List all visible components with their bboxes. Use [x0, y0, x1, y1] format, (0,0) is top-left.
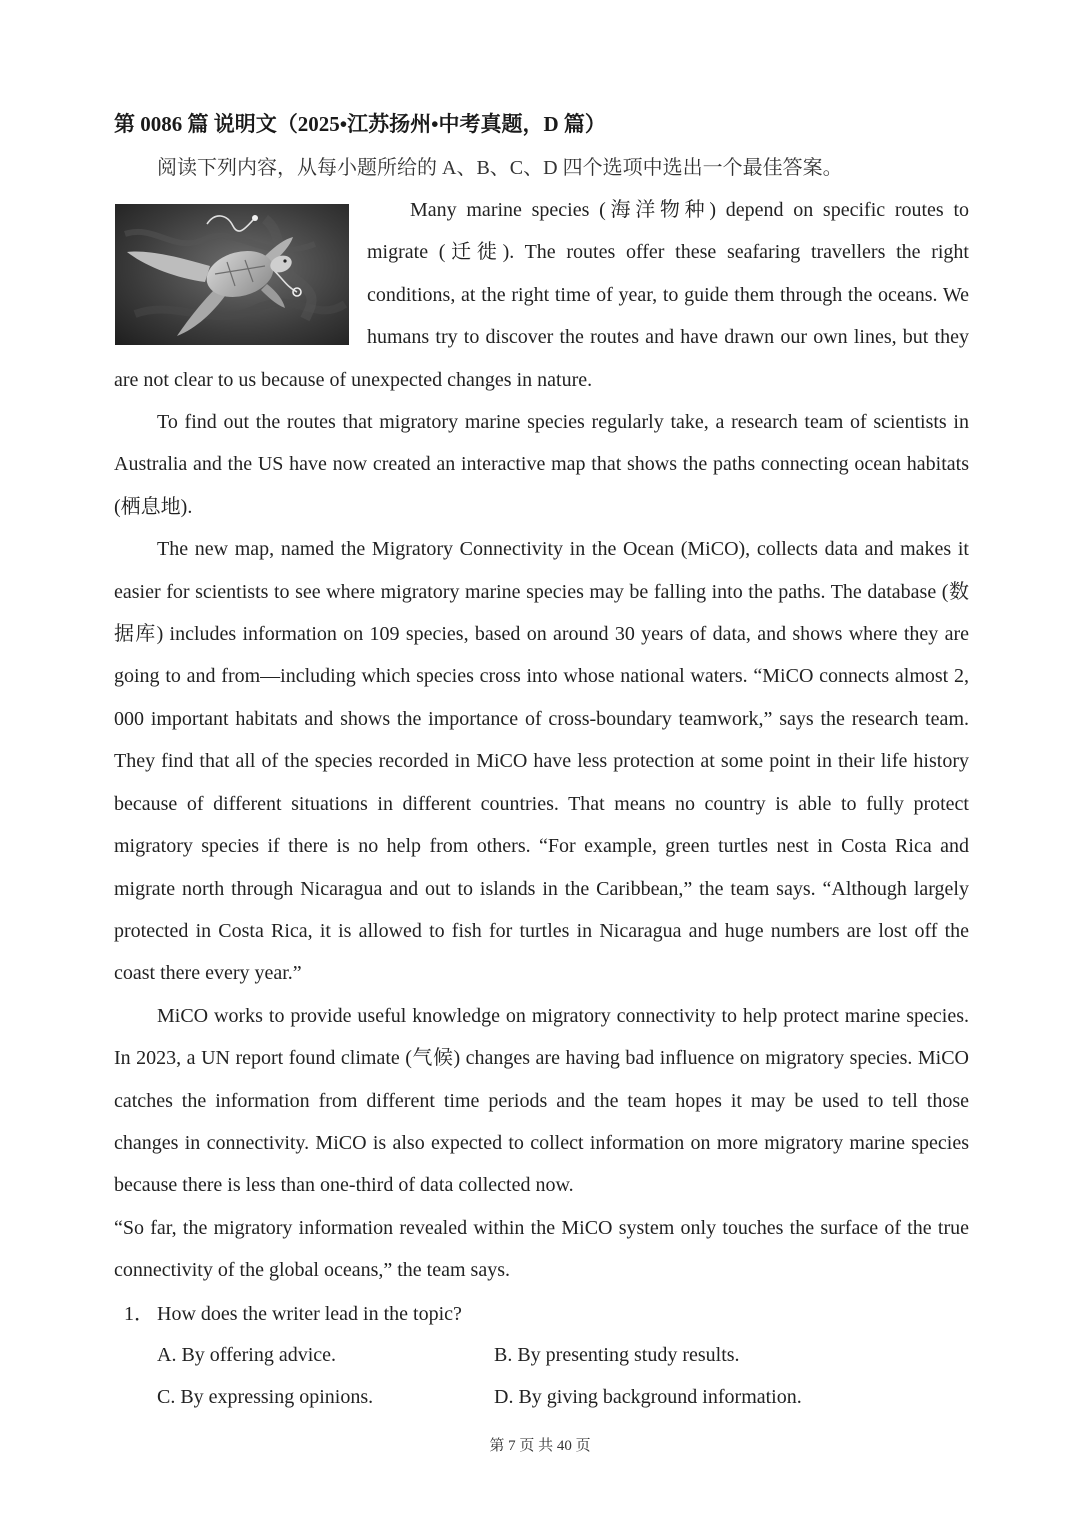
article-body — [114, 189, 969, 1292]
paragraph-2: To find out the routes that migratory marine species regularly take, a research team of scientists in Australia and the US have now created an interactive map that shows the paths connecting ocean habitats (栖息地). — [114, 411, 969, 518]
question-stem: How does the writer lead in the topic? — [157, 1303, 462, 1325]
page-footer: 第 7 页 共 40 页 — [489, 1438, 591, 1454]
question-1 — [124, 1293, 462, 1335]
paragraph-3: The new map, named the Migratory Connectivity in the Ocean (MiCO), collects data and makes it easier for scientists to see where migratory marine species may be falling into the paths. The database (数据库) includes information on 109 species, based on around 30 years of data, and shows where they are going to and from—including which species cross into whose national waters. “MiCO connects almost 2, 000 important habitats and shows the importance of cross-boundary teamwork,” says the research team. They find that all of the species recorded in MiCO have less protection at some point in their life history because of different situations in different countries. That means no country is able to fully protect migratory species if there is no help from others. “For example, green turtles nest in Costa Rica and migrate north through Nicaragua and out to islands in the Caribbean,” the team says. “Although largely protected in Costa Rica, it is allowed to fish for turtles in Nicaragua and huge numbers are lost off the coast there every year.” — [114, 538, 969, 985]
option-a[interactable]: A. By offering advice. — [157, 1344, 337, 1366]
option-c[interactable]: C. By expressing opinions. — [157, 1386, 374, 1408]
option-d[interactable]: D. By giving background information. — [494, 1386, 802, 1408]
paragraph-5: “So far, the migratory information revealed within the MiCO system only touches the surface of the true connectivity of the global oceans,” the team says. — [114, 1216, 969, 1282]
paragraph-4: MiCO works to provide useful knowledge on migratory connectivity to help protect marine species. In 2023, a UN report found climate (气候) changes are having bad influence on migratory species. MiCO catches the information from different time periods and the team hopes it may be used to tell those changes in connectivity. MiCO is also expected to collect information on more migratory marine species because there is less than one-third of data collected now. — [114, 1004, 969, 1197]
option-b[interactable]: B. By presenting study results. — [494, 1344, 740, 1366]
paragraph-1: Many marine species (海洋物种) depend on specific routes to migrate (迁徙). The routes offer these seafaring travellers the right conditions, at the right time of year, to guide them through the oceans. We humans try to discover the routes and have drawn our own lines, but they are not clear to us because of unexpected changes in nature. — [114, 199, 969, 391]
question-number: 1． — [124, 1303, 154, 1325]
passage-title: 第 0086 篇 说明文（2025•江苏扬州•中考真题，D 篇） — [114, 112, 606, 136]
figure-spacer — [114, 189, 367, 357]
instruction-text: 阅读下列内容，从每小题所给的 A、B、C、D 四个选项中选出一个最佳答案。 — [157, 157, 843, 179]
